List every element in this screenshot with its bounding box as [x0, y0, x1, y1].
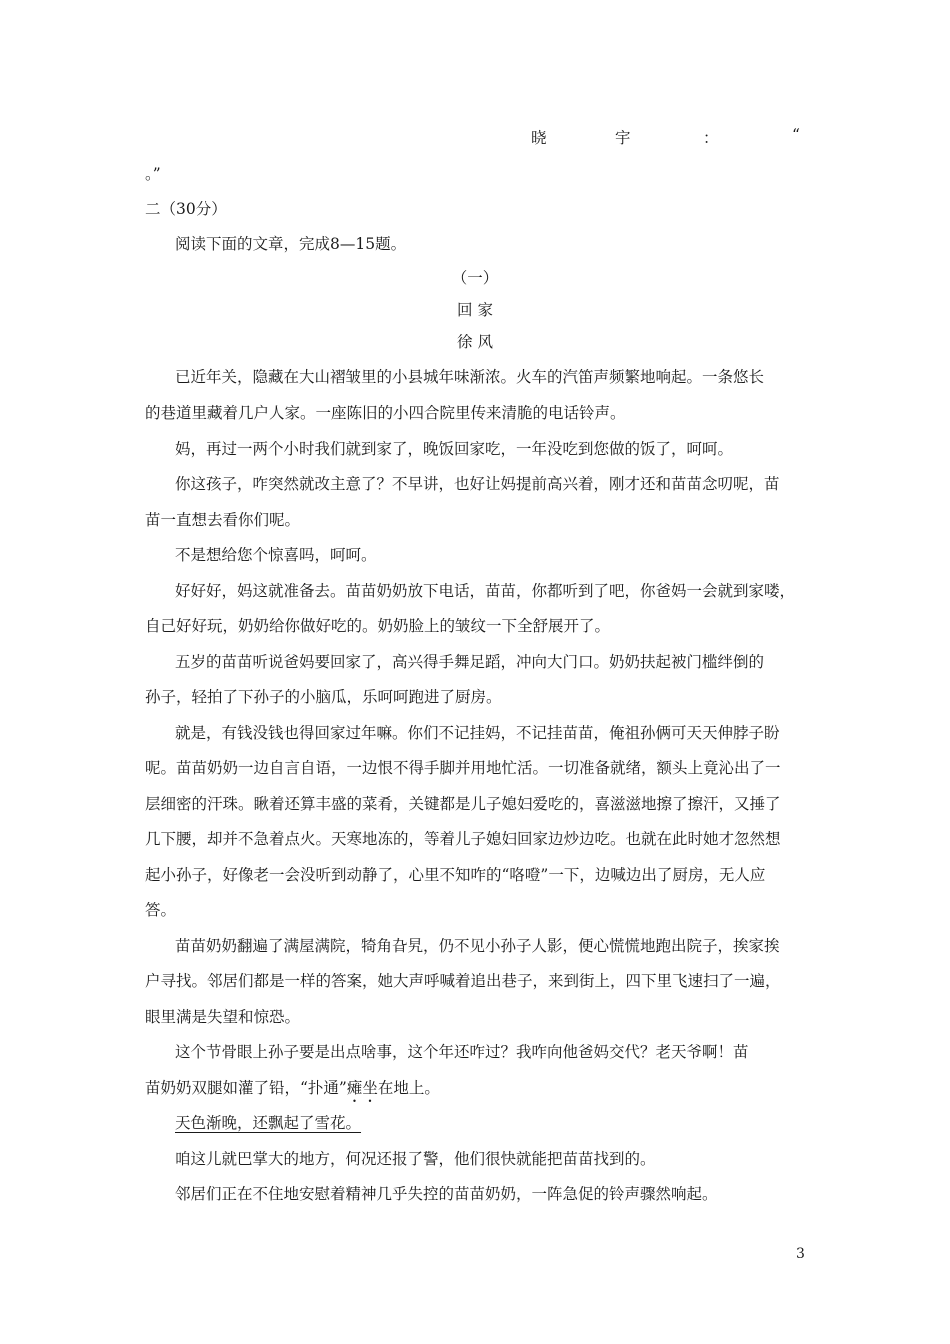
article-title: 回 家 [457, 301, 493, 319]
paragraph-line: 的巷道里藏着几户人家。一座陈旧的小四合院里传来清脆的电话铃声。 [145, 404, 626, 422]
paragraph-line: 孙子，轻拍了下孙子的小脑瓜，乐呵呵跑进了厨房。 [145, 688, 502, 706]
header-char-1: 晓 [531, 129, 547, 147]
section-heading: 二（30分） [145, 200, 227, 218]
paragraph-line: 已近年关，隐藏在大山褶皱里的小县城年味渐浓。火车的汽笛声频繁地响起。一条悠长 [175, 368, 765, 386]
text-segment: 苗奶奶双腿如灌了铅，“扑通” [145, 1079, 347, 1097]
paragraph-line: 眼里满是失望和惊恐。 [145, 1008, 301, 1026]
paragraph-line: 咱这儿就巴掌大的地方，何况还报了警，他们很快就能把苗苗找到的。 [175, 1150, 656, 1168]
underlined-sentence: 天色渐晚，还飘起了雪花。 [175, 1114, 362, 1132]
header-char-3: ： [703, 129, 719, 147]
paragraph-line: 妈，再过一两个小时我们就到家了，晚饭回家吃，一年没吃到您做的饭了，呵呵。 [175, 440, 734, 458]
instruction: 阅读下面的文章，完成8—15题。 [175, 235, 407, 253]
paragraph-line: 你这孩子，咋突然就改主意了？不早讲，也好让妈提前高兴着，刚才还和苗苗念叨呢，苗 [175, 475, 780, 493]
quote-close: 。” [145, 165, 161, 183]
part-number: （一） [451, 269, 499, 287]
paragraph-line: 户寻找。邻居们都是一样的答案，她大声呼喊着追出巷子，来到街上，四下里飞速扫了一遍， [145, 972, 781, 990]
header-char-2: 宇 [615, 129, 631, 147]
paragraph-line: 苗苗奶奶翻遍了满屋满院，犄角旮旯，仍不见小孙子人影，便心慌慌地跑出院子，挨家挨 [175, 937, 780, 955]
paragraph-line: 苗一直想去看你们呢。 [145, 511, 301, 529]
emphasized-word: 瘫坐 [346, 1079, 378, 1097]
paragraph-line: 不是想给您个惊喜吗，呵呵。 [175, 546, 377, 564]
paragraph-line: 五岁的苗苗听说爸妈要回家了，高兴得手舞足蹈，冲向大门口。奶奶扶起被门槛绊倒的 [175, 653, 765, 671]
paragraph-line: 这个节骨眼上孙子要是出点啥事，这个年还咋过？我咋向他爸妈交代？老天爷啊！苗 [175, 1043, 749, 1061]
paragraph-line: 自己好好玩，奶奶给你做好吃的。奶奶脸上的皱纹一下全舒展开了。 [145, 617, 611, 635]
paragraph-line [145, 1076, 440, 1106]
paragraph-line: 层细密的汗珠。瞅着还算丰盛的菜肴，关键都是儿子媳妇爱吃的，喜滋滋地擦了擦汗，又捶了 [145, 795, 781, 813]
header-char-4: “ [792, 126, 800, 144]
paragraph-line: 起小孙子，好像老一会没听到动静了，心里不知咋的“咯噔”一下，边喊边出了厨房，无人应 [145, 866, 766, 884]
paragraph-line: 邻居们正在不住地安慰着精神几乎失控的苗苗奶奶，一阵急促的铃声骤然响起。 [175, 1185, 718, 1203]
paragraph-line [175, 1111, 361, 1133]
author: 徐 风 [457, 333, 493, 351]
paragraph-line: 呢。苗苗奶奶一边自言自语，一边恨不得手脚并用地忙活。一切准备就绪，额头上竟沁出了一 [145, 759, 781, 777]
paragraph-line: 好好好，妈这就准备去。苗苗奶奶放下电话，苗苗，你都听到了吧，你爸妈一会就到家喽， [175, 582, 796, 600]
paragraph-line: 几下腰，却并不急着点火。天寒地冻的，等着儿子媳妇回家边炒边吃。也就在此时她才忽然想 [145, 830, 781, 848]
paragraph-line: 就是，有钱没钱也得回家过年嘛。你们不记挂妈，不记挂苗苗，俺祖孙俩可天天伸脖子盼 [175, 724, 780, 742]
page-number: 3 [796, 1246, 805, 1262]
text-segment: 在地上。 [377, 1079, 440, 1097]
paragraph-line: 答。 [145, 901, 177, 919]
